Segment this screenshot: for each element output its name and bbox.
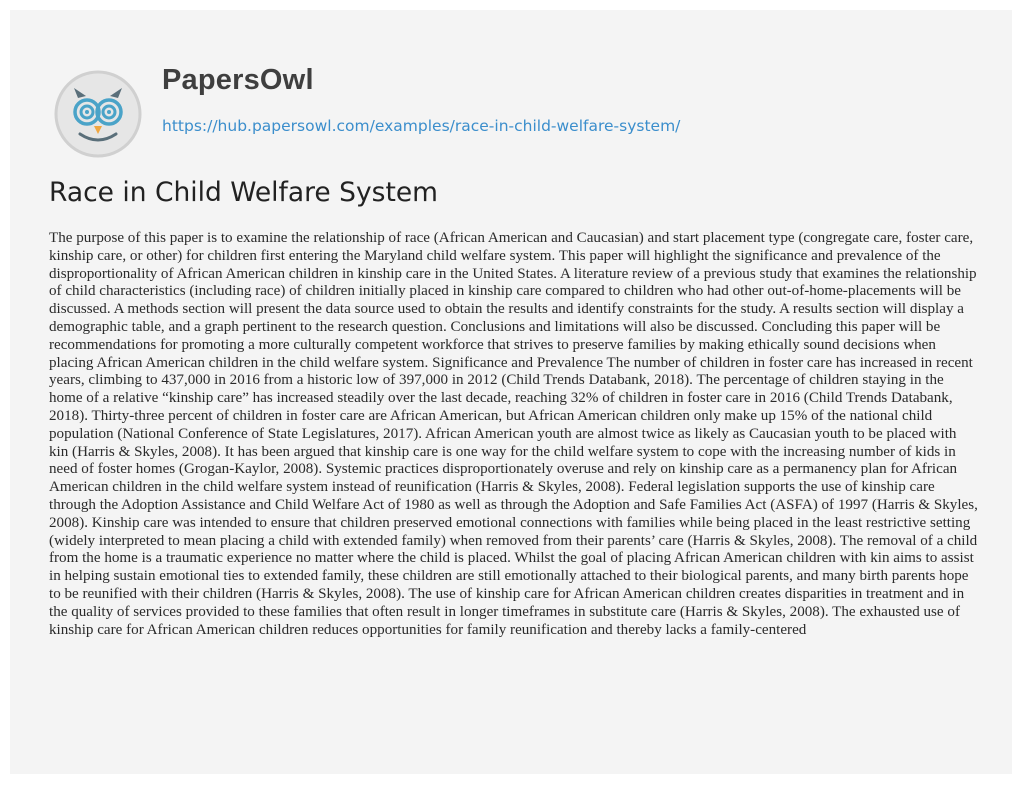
source-url-link[interactable]: https://hub.papersowl.com/examples/race-in-child-welfare-system/	[162, 117, 681, 135]
article-body: The purpose of this paper is to examine the relationship of race (African American and Caucasian) and start placement type (congregate care, foster care, kinship care, or other) for children first entering the Maryland child welfare system. This paper will highlight the significance and prevalence of the disproportionality of African American children in kinship care in the United States. A literature review of a previous study that examines the relationship of child characteristics (including race) of children initially placed in kinship care compared to children who had other out-of-home-placements will be discussed. A methods section will present the data source used to obtain the results and identify constraints for the study. A results section will display a demographic table, and a graph pertinent to the research question. Conclusions and limitations will also be discussed. Concluding this paper will be recommendations for promoting a more culturally competent workforce that strives to preserve families by making ethically sound decisions when placing African American children in the child welfare system. Significance and Prevalence The number of children in foster care has increased in recent years, climbing to 437,000 in 2016 from a historic low of 397,000 in 2012 (Child Trends Databank, 2018). The percentage of children staying in the home of a relative “kinship care” has increased steadily over the last decade, reaching 32% of children in foster care in 2016 (Child Trends Databank, 2018). Thirty-three percent of children in foster care are African American, but African American children only make up 15% of the national child population (National Conference of State Legislatures, 2017). African American youth are almost twice as likely as Caucasian youth to be placed with kin (Harris & Skyles, 2008). It has been argued that kinship care is one way for the child welfare system to cope with the increasing number of kids in need of foster homes (Grogan-Kaylor, 2008). Systemic practices disproportionately overuse and rely on kinship care as a permanency plan for African American children in the child welfare system instead of reunification (Harris & Skyles, 2008). Federal legislation supports the use of kinship care through the Adoption Assistance and Child Welfare Act of 1980 as well as through the Adoption and Safe Families Act (ASFA) of 1997 (Harris & Skyles, 2008). Kinship care was intended to ensure that children preserved emotional connections with families while being placed in the least restrictive setting (widely interpreted to mean placing a child with extended family) when removed from their parents’ care (Harris & Skyles, 2008). The removal of a child from the home is a traumatic experience no matter where the child is placed. Whilst the goal of placing African American children with kin aims to assist in helping sustain emotional ties to extended family, these children are still emotionally attached to their biological parents, and many birth parents hope to be reunified with their children (Harris & Skyles, 2008). The use of kinship care for African American children creates disparities in treatment and in the quality of services provided to these families that often result in longer timeframes in substitute care (Harris & Skyles, 2008). The exhausted use of kinship care for African American children reduces opportunities for family reunification and thereby lacks a family-centered	[49, 230, 978, 638]
site-header	[10, 10, 1012, 162]
brand-name[interactable]: PapersOwl	[162, 64, 314, 96]
owl-icon[interactable]	[52, 68, 144, 160]
page-title: Race in Child Welfare System	[49, 177, 438, 208]
page-frame	[10, 10, 1012, 774]
